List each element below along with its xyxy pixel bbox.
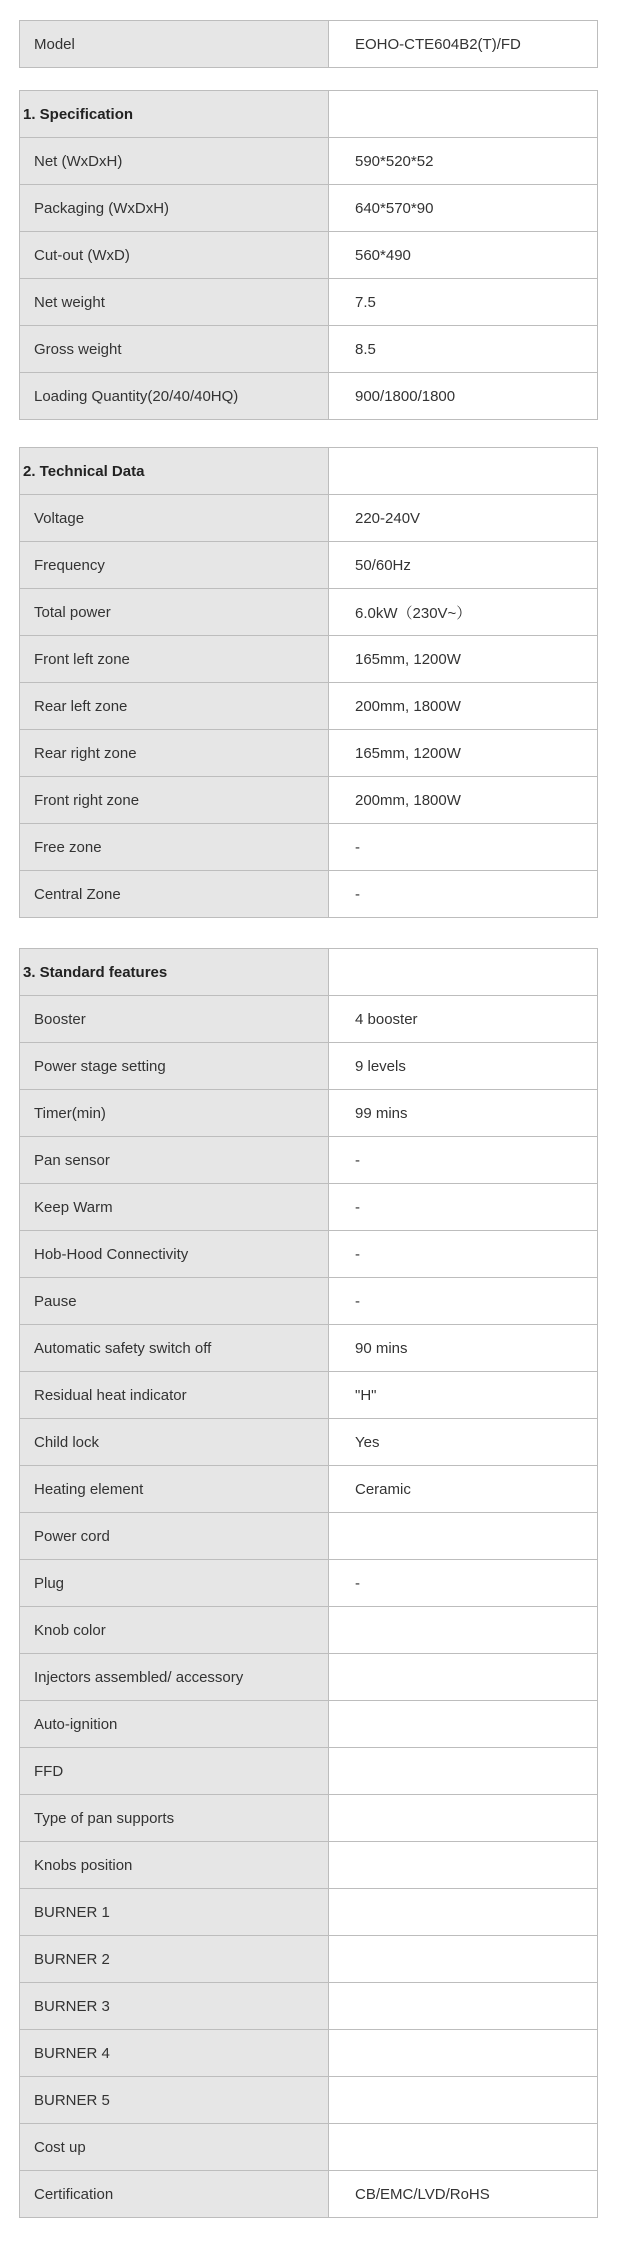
row-label: Free zone bbox=[20, 824, 329, 871]
row-label: Plug bbox=[20, 1560, 329, 1607]
row-label: Injectors assembled/ accessory bbox=[20, 1654, 329, 1701]
row-value: 4 booster bbox=[329, 996, 598, 1043]
row-label: Auto-ignition bbox=[20, 1701, 329, 1748]
table-row bbox=[20, 279, 598, 326]
row-label: Frequency bbox=[20, 542, 329, 589]
table-row bbox=[20, 730, 598, 777]
row-label: Packaging (WxDxH) bbox=[20, 185, 329, 232]
table-row bbox=[20, 138, 598, 185]
row-label: Booster bbox=[20, 996, 329, 1043]
row-label: Pan sensor bbox=[20, 1137, 329, 1184]
row-label: Knobs position bbox=[20, 1842, 329, 1889]
row-value: Yes bbox=[329, 1419, 598, 1466]
table-row bbox=[20, 1043, 598, 1090]
row-label: Rear left zone bbox=[20, 683, 329, 730]
row-value bbox=[329, 1701, 598, 1748]
technical-data-table bbox=[19, 447, 598, 918]
table-row bbox=[20, 2171, 598, 2218]
table-row bbox=[20, 1278, 598, 1325]
row-value: 165mm, 1200W bbox=[329, 636, 598, 683]
table-row bbox=[20, 1842, 598, 1889]
row-value: - bbox=[329, 824, 598, 871]
section-title-blank bbox=[329, 91, 598, 138]
row-value: 6.0kW（230V~） bbox=[329, 589, 598, 636]
table-row bbox=[20, 1654, 598, 1701]
row-value: 560*490 bbox=[329, 232, 598, 279]
row-label: Keep Warm bbox=[20, 1184, 329, 1231]
table-row bbox=[20, 996, 598, 1043]
row-label: Gross weight bbox=[20, 326, 329, 373]
table-row bbox=[20, 185, 598, 232]
row-label: Hob-Hood Connectivity bbox=[20, 1231, 329, 1278]
row-value: Ceramic bbox=[329, 1466, 598, 1513]
row-label: Total power bbox=[20, 589, 329, 636]
row-label: Front right zone bbox=[20, 777, 329, 824]
row-value: - bbox=[329, 871, 598, 918]
section-header-row bbox=[20, 448, 598, 495]
row-label: Automatic safety switch off bbox=[20, 1325, 329, 1372]
table-row bbox=[20, 21, 598, 68]
section-title-blank bbox=[329, 949, 598, 996]
table-row bbox=[20, 495, 598, 542]
table-row bbox=[20, 542, 598, 589]
row-value bbox=[329, 2124, 598, 2171]
table-row bbox=[20, 1372, 598, 1419]
model-value: EOHO-CTE604B2(T)/FD bbox=[329, 21, 598, 68]
row-label: Heating element bbox=[20, 1466, 329, 1513]
row-value: 7.5 bbox=[329, 279, 598, 326]
row-label: BURNER 5 bbox=[20, 2077, 329, 2124]
row-value bbox=[329, 2030, 598, 2077]
table-row bbox=[20, 1325, 598, 1372]
row-value bbox=[329, 1842, 598, 1889]
section-title: 3. Standard features bbox=[20, 949, 329, 996]
row-value: "H" bbox=[329, 1372, 598, 1419]
standard-features-table bbox=[19, 948, 598, 2218]
table-row bbox=[20, 326, 598, 373]
row-value: - bbox=[329, 1184, 598, 1231]
table-row bbox=[20, 2124, 598, 2171]
row-label: Type of pan supports bbox=[20, 1795, 329, 1842]
row-label: Certification bbox=[20, 2171, 329, 2218]
row-label: Power cord bbox=[20, 1513, 329, 1560]
section-header-row bbox=[20, 91, 598, 138]
row-value: 99 mins bbox=[329, 1090, 598, 1137]
table-row bbox=[20, 1466, 598, 1513]
row-label: Timer(min) bbox=[20, 1090, 329, 1137]
table-row bbox=[20, 1419, 598, 1466]
row-value: 8.5 bbox=[329, 326, 598, 373]
row-value bbox=[329, 1748, 598, 1795]
row-value: 90 mins bbox=[329, 1325, 598, 1372]
table-row bbox=[20, 589, 598, 636]
row-value bbox=[329, 1607, 598, 1654]
row-value: CB/EMC/LVD/RoHS bbox=[329, 2171, 598, 2218]
table-row bbox=[20, 1983, 598, 2030]
row-label: Cost up bbox=[20, 2124, 329, 2171]
row-label: Rear right zone bbox=[20, 730, 329, 777]
row-label: Net weight bbox=[20, 279, 329, 326]
row-label: Front left zone bbox=[20, 636, 329, 683]
row-value: - bbox=[329, 1231, 598, 1278]
row-value bbox=[329, 1889, 598, 1936]
table-row bbox=[20, 2030, 598, 2077]
table-row bbox=[20, 1184, 598, 1231]
table-row bbox=[20, 232, 598, 279]
table-row bbox=[20, 777, 598, 824]
row-value: - bbox=[329, 1560, 598, 1607]
row-value: 50/60Hz bbox=[329, 542, 598, 589]
table-row bbox=[20, 1889, 598, 1936]
table-row bbox=[20, 1607, 598, 1654]
table-row bbox=[20, 1795, 598, 1842]
table-row bbox=[20, 824, 598, 871]
row-value: 200mm, 1800W bbox=[329, 777, 598, 824]
table-row bbox=[20, 871, 598, 918]
table-row bbox=[20, 2077, 598, 2124]
row-value: 900/1800/1800 bbox=[329, 373, 598, 420]
row-label: FFD bbox=[20, 1748, 329, 1795]
row-value bbox=[329, 1513, 598, 1560]
section-title-blank bbox=[329, 448, 598, 495]
row-label: Knob color bbox=[20, 1607, 329, 1654]
section-title: 2. Technical Data bbox=[20, 448, 329, 495]
row-value: - bbox=[329, 1278, 598, 1325]
row-value bbox=[329, 1795, 598, 1842]
table-row bbox=[20, 1701, 598, 1748]
row-label: Voltage bbox=[20, 495, 329, 542]
row-label: BURNER 1 bbox=[20, 1889, 329, 1936]
row-value bbox=[329, 2077, 598, 2124]
table-row bbox=[20, 683, 598, 730]
table-row bbox=[20, 1936, 598, 1983]
table-row bbox=[20, 1137, 598, 1184]
row-label: BURNER 4 bbox=[20, 2030, 329, 2077]
row-label: Power stage setting bbox=[20, 1043, 329, 1090]
row-value bbox=[329, 1983, 598, 2030]
row-value: 9 levels bbox=[329, 1043, 598, 1090]
row-label: Net (WxDxH) bbox=[20, 138, 329, 185]
row-label: Central Zone bbox=[20, 871, 329, 918]
section-header-row bbox=[20, 949, 598, 996]
table-row bbox=[20, 1090, 598, 1137]
row-value: - bbox=[329, 1137, 598, 1184]
table-row bbox=[20, 1748, 598, 1795]
model-table bbox=[19, 20, 598, 68]
model-label: Model bbox=[20, 21, 329, 68]
row-value: 220-240V bbox=[329, 495, 598, 542]
row-label: Cut-out (WxD) bbox=[20, 232, 329, 279]
row-value: 165mm, 1200W bbox=[329, 730, 598, 777]
row-value: 590*520*52 bbox=[329, 138, 598, 185]
table-row bbox=[20, 1560, 598, 1607]
row-value: 200mm, 1800W bbox=[329, 683, 598, 730]
table-row bbox=[20, 373, 598, 420]
row-label: BURNER 3 bbox=[20, 1983, 329, 2030]
specification-table bbox=[19, 90, 598, 420]
section-title: 1. Specification bbox=[20, 91, 329, 138]
row-label: Child lock bbox=[20, 1419, 329, 1466]
row-value bbox=[329, 1654, 598, 1701]
row-label: Pause bbox=[20, 1278, 329, 1325]
row-label: Loading Quantity(20/40/40HQ) bbox=[20, 373, 329, 420]
row-value bbox=[329, 1936, 598, 1983]
table-row bbox=[20, 1231, 598, 1278]
table-row bbox=[20, 1513, 598, 1560]
table-row bbox=[20, 636, 598, 683]
row-label: Residual heat indicator bbox=[20, 1372, 329, 1419]
row-label: BURNER 2 bbox=[20, 1936, 329, 1983]
row-value: 640*570*90 bbox=[329, 185, 598, 232]
